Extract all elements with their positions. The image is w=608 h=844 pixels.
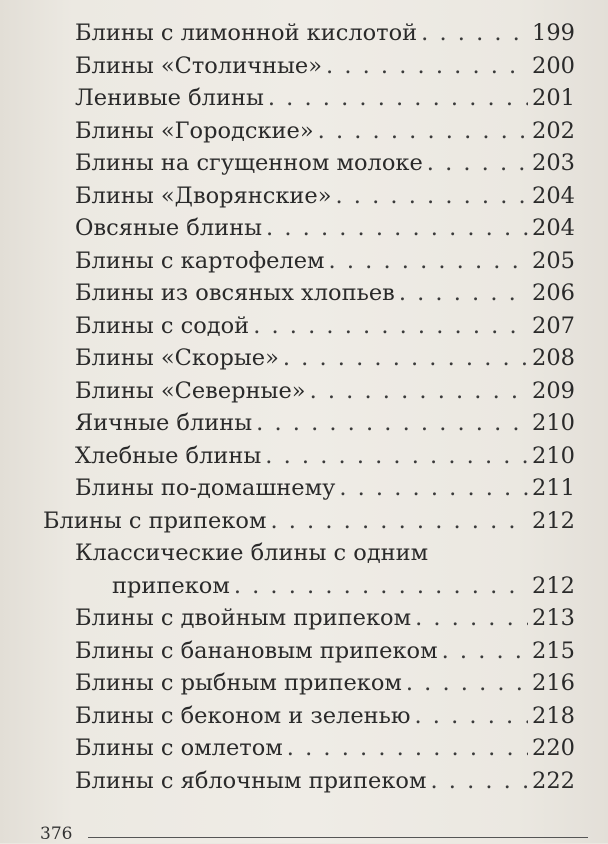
toc-entry-title: Блины с рыбным припеком — [75, 670, 402, 696]
toc-entry-page: 205 — [532, 247, 575, 274]
dot-leader — [399, 278, 528, 308]
toc-entry — [75, 181, 575, 211]
toc-entry-page: 222 — [532, 767, 575, 794]
dot-leader — [430, 766, 528, 796]
toc-entry — [75, 83, 575, 113]
toc-entry — [75, 603, 575, 633]
toc-entry-title: Яичные блины — [75, 410, 253, 436]
footer-rule — [88, 837, 588, 838]
dot-leader — [270, 506, 528, 536]
toc-section-title: Блины с припеком — [43, 507, 267, 534]
toc-entry-page: 204 — [532, 215, 575, 241]
page-number: 376 — [40, 824, 73, 844]
toc-entry-page: 210 — [532, 442, 575, 469]
toc-entry-page: 213 — [532, 605, 575, 631]
toc-entry-page: 220 — [532, 735, 575, 761]
dot-leader — [326, 51, 528, 81]
toc-entry-title: Блины с лимонной кислотой — [75, 20, 418, 46]
toc-entry-title: Блины с яблочным припеком — [75, 767, 427, 794]
toc-entry — [75, 51, 575, 81]
dot-leader — [339, 473, 528, 503]
dot-leader — [329, 246, 529, 276]
toc-entry-page: 216 — [532, 670, 575, 696]
toc-entry — [75, 246, 575, 276]
dot-leader — [283, 343, 528, 373]
toc-entry-title: Ленивые блины — [75, 85, 264, 111]
page-footer — [40, 824, 588, 844]
dot-leader — [442, 636, 528, 666]
toc-entry-page: 210 — [532, 410, 575, 436]
toc-entry — [75, 376, 575, 406]
toc-entry-title: Блины с двойным припеком — [75, 605, 412, 631]
toc-entry-page: 215 — [532, 637, 575, 664]
toc-entry-page: 207 — [532, 312, 575, 339]
toc-entry — [75, 473, 575, 503]
toc-entry-title: Блины «Скорые» — [75, 345, 279, 371]
toc-entry-title: припеком — [112, 572, 230, 599]
toc-entry-page: 212 — [532, 507, 575, 534]
dot-leader — [414, 701, 528, 731]
dot-leader — [421, 18, 528, 48]
toc-entry — [75, 213, 575, 243]
dot-leader — [266, 213, 528, 243]
toc-entry — [75, 148, 575, 178]
dot-leader — [287, 733, 528, 763]
toc-entry-title: Блины «Столичные» — [75, 52, 323, 79]
toc-entry-page: 211 — [532, 475, 575, 501]
toc-entry-title: Блины с беконом и зеленью — [75, 702, 411, 729]
toc-entry — [75, 278, 575, 308]
toc-entry-page: 209 — [532, 377, 575, 404]
dot-leader — [336, 181, 529, 211]
toc-entry-page: 208 — [532, 345, 575, 371]
toc-entry-title: Блины из овсяных хлопьев — [75, 280, 395, 306]
dot-leader — [318, 116, 528, 146]
toc-entry-title: Овсяные блины — [75, 215, 263, 241]
dot-leader — [265, 441, 528, 471]
toc-entry-continuation — [112, 571, 575, 601]
toc-entry — [75, 116, 575, 146]
dot-leader — [256, 408, 528, 438]
toc-entry-title: Блины с омлетом — [75, 735, 283, 761]
toc-entry — [75, 766, 575, 796]
toc-entry-page: 212 — [532, 572, 575, 599]
toc-entry-page: 206 — [532, 280, 575, 306]
toc-entry-page: 201 — [532, 85, 575, 111]
toc-entry-page: 200 — [532, 52, 575, 79]
toc-entry-page: 202 — [532, 117, 575, 144]
toc-entry — [75, 733, 575, 763]
toc-entry-title: Блины с банановым припеком — [75, 637, 438, 664]
toc-entry — [75, 668, 575, 698]
dot-leader — [253, 311, 528, 341]
toc-entry-page: 204 — [532, 182, 575, 209]
toc-entry-title: Классические блины с одним — [75, 540, 429, 566]
toc-entry — [75, 311, 575, 341]
toc-entry-title: Блины по-домашнему — [75, 475, 336, 501]
dot-leader — [427, 148, 528, 178]
toc-entry — [75, 441, 575, 471]
toc-entry-title: Блины с содой — [75, 312, 250, 339]
toc-entry-title: Блины «Городские» — [75, 117, 314, 144]
toc-entry-title: Блины на сгущенном молоке — [75, 150, 423, 176]
toc-entry-wrapped-line — [75, 538, 428, 568]
toc-entry-page: 218 — [532, 702, 575, 729]
dot-leader — [234, 571, 528, 601]
toc-entry-page: 199 — [532, 20, 575, 46]
toc-entry — [75, 18, 575, 48]
dot-leader — [406, 668, 528, 698]
toc-entry-title: Хлебные блины — [75, 442, 262, 469]
dot-leader — [268, 83, 528, 113]
dot-leader — [415, 603, 528, 633]
toc-entry-title: Блины «Дворянские» — [75, 182, 332, 209]
toc-section-entry — [43, 506, 575, 536]
toc-entry-title: Блины с картофелем — [75, 247, 325, 274]
toc-entry — [75, 343, 575, 373]
toc-entry — [75, 408, 575, 438]
dot-leader — [310, 376, 528, 406]
toc-entry-title: Блины «Северные» — [75, 377, 306, 404]
toc-entry — [75, 701, 575, 731]
toc-entry-page: 203 — [532, 150, 575, 176]
toc-entry — [75, 636, 575, 666]
